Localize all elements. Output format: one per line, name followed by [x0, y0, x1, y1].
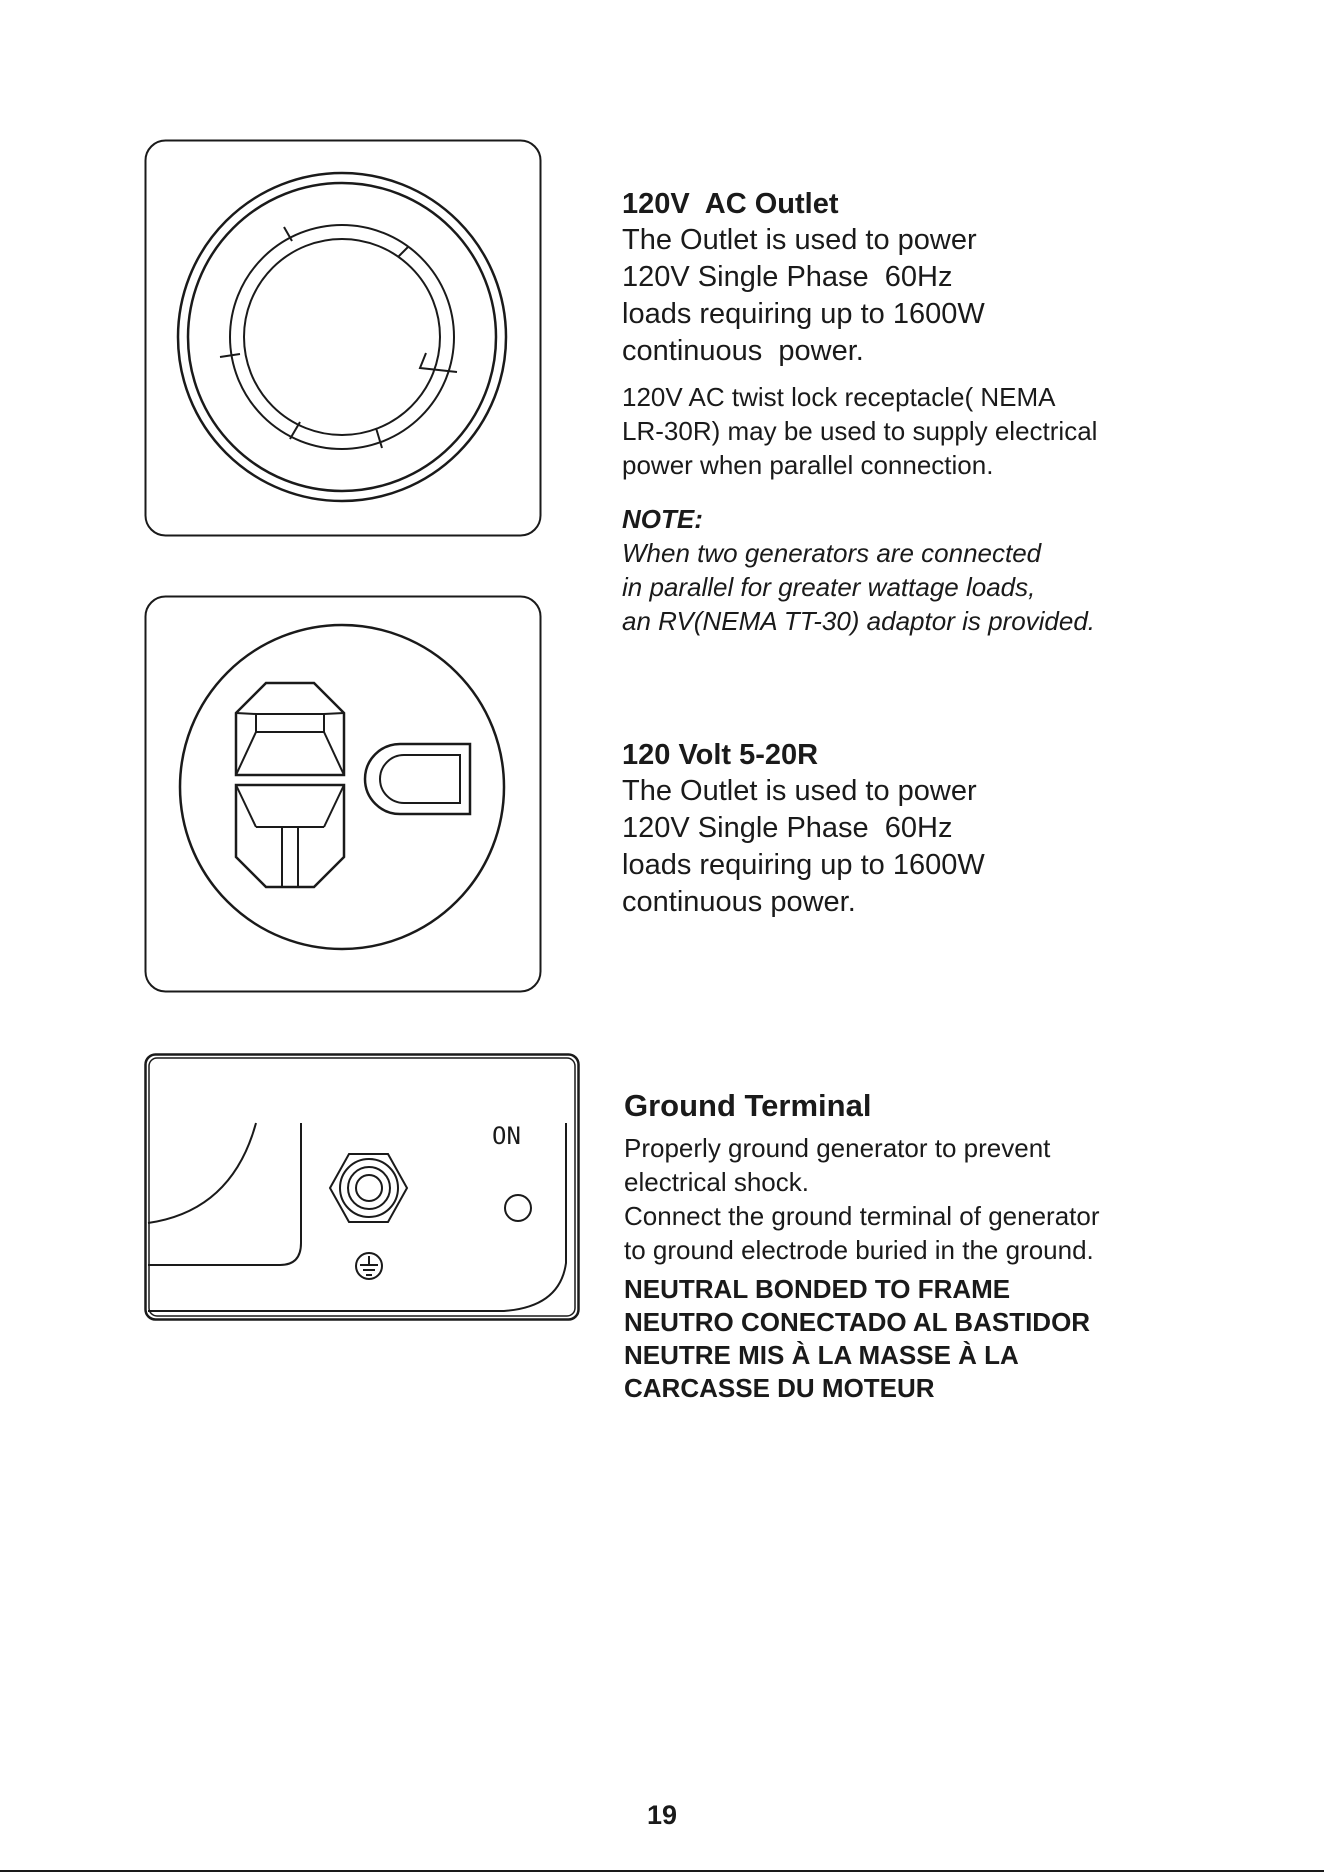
ac-outlet-line-4: continuous power. — [622, 335, 864, 367]
outlet-5-20r-section — [622, 737, 1282, 921]
page-number: 19 — [646, 1800, 678, 1830]
twist-lock-outlet-figure — [144, 139, 542, 537]
note-line-3: an RV(NEMA TT-30) adaptor is provided. — [622, 606, 1096, 636]
twist-lock-line-2: LR-30R) may be used to supply electrical — [622, 416, 1098, 446]
warning-line-fr-2: CARCASSE DU MOTEUR — [624, 1373, 935, 1403]
5-20r-receptacle-icon — [144, 595, 542, 993]
switch-on-label: ON — [492, 1122, 521, 1150]
ac-outlet-title: 120V AC Outlet — [622, 188, 839, 220]
twist-lock-receptacle-icon — [144, 139, 542, 537]
outlet-5-20r-line-4: continuous power. — [622, 886, 856, 918]
outlet-5-20r-line-1: The Outlet is used to power — [622, 775, 977, 807]
ground-terminal-line-2: electrical shock. — [624, 1167, 809, 1197]
outlet-5-20r-line-3: loads requiring up to 1600W — [622, 849, 985, 881]
note-line-2: in parallel for greater wattage loads, — [622, 572, 1036, 602]
ground-terminal-line-3: Connect the ground terminal of generator — [624, 1201, 1100, 1231]
twist-lock-description — [622, 380, 1282, 482]
ground-terminal-title: Ground Terminal — [624, 1088, 872, 1123]
outlet-5-20r-line-2: 120V Single Phase 60Hz — [622, 812, 953, 844]
warning-line-es: NEUTRO CONECTADO AL BASTIDOR — [624, 1307, 1091, 1337]
ac-outlet-line-1: The Outlet is used to power — [622, 224, 977, 256]
ac-outlet-line-3: loads requiring up to 1600W — [622, 298, 985, 330]
indicator-circle-icon — [505, 1195, 531, 1221]
outlet-5-20r-title: 120 Volt 5-20R — [622, 739, 819, 771]
twist-lock-line-1: 120V AC twist lock receptacle( NEMA — [622, 382, 1056, 412]
duplex-5-20r-outlet-figure — [144, 595, 542, 993]
note-heading: NOTE: — [622, 504, 703, 534]
note-line-1: When two generators are connected — [622, 538, 1042, 568]
ground-terminal-figure — [144, 1053, 580, 1321]
ground-terminal-panel-icon — [144, 1053, 580, 1321]
ac-outlet-section — [622, 186, 1282, 638]
ac-outlet-line-2: 120V Single Phase 60Hz — [622, 261, 953, 293]
twist-lock-line-3: power when parallel connection. — [622, 450, 994, 480]
ground-symbol-icon — [356, 1253, 382, 1279]
ground-terminal-section — [624, 1087, 1284, 1405]
warning-line-en: NEUTRAL BONDED TO FRAME — [624, 1274, 1011, 1304]
ground-terminal-line-4: to ground electrode buried in the ground. — [624, 1235, 1094, 1265]
neutral-bonded-warning — [624, 1273, 1284, 1405]
ground-terminal-line-1: Properly ground generator to prevent — [624, 1133, 1051, 1163]
warning-line-fr-1: NEUTRE MIS À LA MASSE À LA — [624, 1340, 1019, 1370]
